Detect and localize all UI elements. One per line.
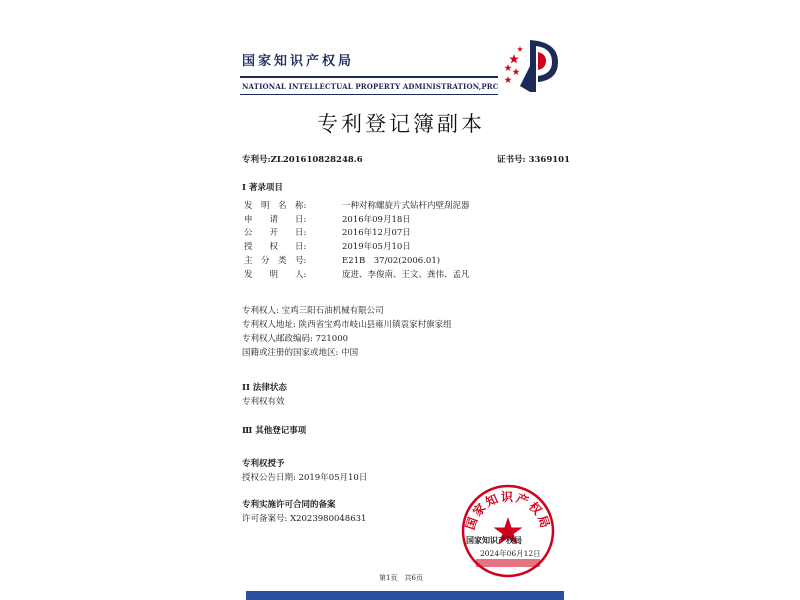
bib-label: 公 开 日:: [244, 228, 307, 239]
bib-label: 主 分 类 号:: [244, 256, 307, 267]
bib-value: 2019年05月10日: [342, 242, 411, 253]
bib-value: 2016年09月18日: [342, 214, 411, 225]
bib-value: E21B 37/02(2006.01): [342, 256, 441, 267]
section-3-heading: Ⅲ 其他登记事项: [242, 426, 307, 436]
patent-number: 专利号:ZL201610828248.6: [242, 155, 363, 165]
page-indicator: 第1页 共6页: [379, 574, 423, 582]
certificate-number: 证书号: 3369101: [497, 155, 570, 165]
patentee-postcode: 专利权人邮政编码: 721000: [242, 334, 349, 344]
bib-row: [242, 239, 562, 253]
legal-status: 专利权有效: [242, 397, 285, 407]
seal-date: 2024年06月12日: [480, 549, 541, 558]
org-name-cn: 国家知识产权局: [242, 54, 355, 69]
bib-value: 一种对称螺旋片式钻杆内壁刮泥器: [342, 200, 470, 211]
org-name-en: NATIONAL INTELLECTUAL PROPERTY ADMINISTRATION,PRC: [242, 82, 499, 91]
patentee-country: 国籍或注册的国家或地区: 中国: [242, 348, 359, 358]
bib-row: [242, 198, 562, 212]
bib-label: 申 请 日:: [244, 214, 307, 225]
bib-row: [242, 253, 562, 267]
bib-label: 发 明 人:: [244, 269, 307, 280]
bibliographic-table: [242, 198, 562, 281]
grant-date: 授权公告日期: 2019年05月10日: [242, 473, 368, 483]
header-rule-top: [240, 76, 498, 78]
cnipa-logo-icon: [500, 36, 562, 96]
grant-heading: 专利权授予: [242, 459, 285, 469]
section-2-heading: II 法律状态: [242, 383, 287, 393]
bib-label: 发 明 名 称:: [244, 200, 307, 211]
certificate-page: [232, 0, 570, 600]
header-rule-bottom: [240, 94, 498, 95]
bib-value: 2016年12月07日: [342, 228, 411, 239]
official-seal-icon: [460, 483, 556, 579]
bib-row: [242, 212, 562, 226]
footer-bar: [246, 591, 564, 600]
seal-ring-text: 国家知识产权局: [463, 489, 553, 532]
bib-row: [242, 226, 562, 240]
bib-value: 庞进、李俊南、王文、龚伟、孟凡: [342, 269, 470, 280]
section-1-heading: I 著录项目: [242, 183, 283, 193]
patentee-address: 专利权人地址: 陕西省宝鸡市岐山县雍川镇袁家村旗家组: [242, 320, 452, 330]
patentee: 专利权人: 宝鸡三阳石油机械有限公司: [242, 306, 384, 316]
bib-label: 授 权 日:: [244, 242, 307, 253]
license-heading: 专利实施许可合同的备案: [242, 500, 336, 510]
seal-org: 国家知识产权局: [466, 535, 522, 545]
bib-row: [242, 267, 562, 281]
license-number: 许可备案号: X2023980048631: [242, 514, 367, 524]
document-title: 专利登记簿副本: [317, 112, 485, 136]
